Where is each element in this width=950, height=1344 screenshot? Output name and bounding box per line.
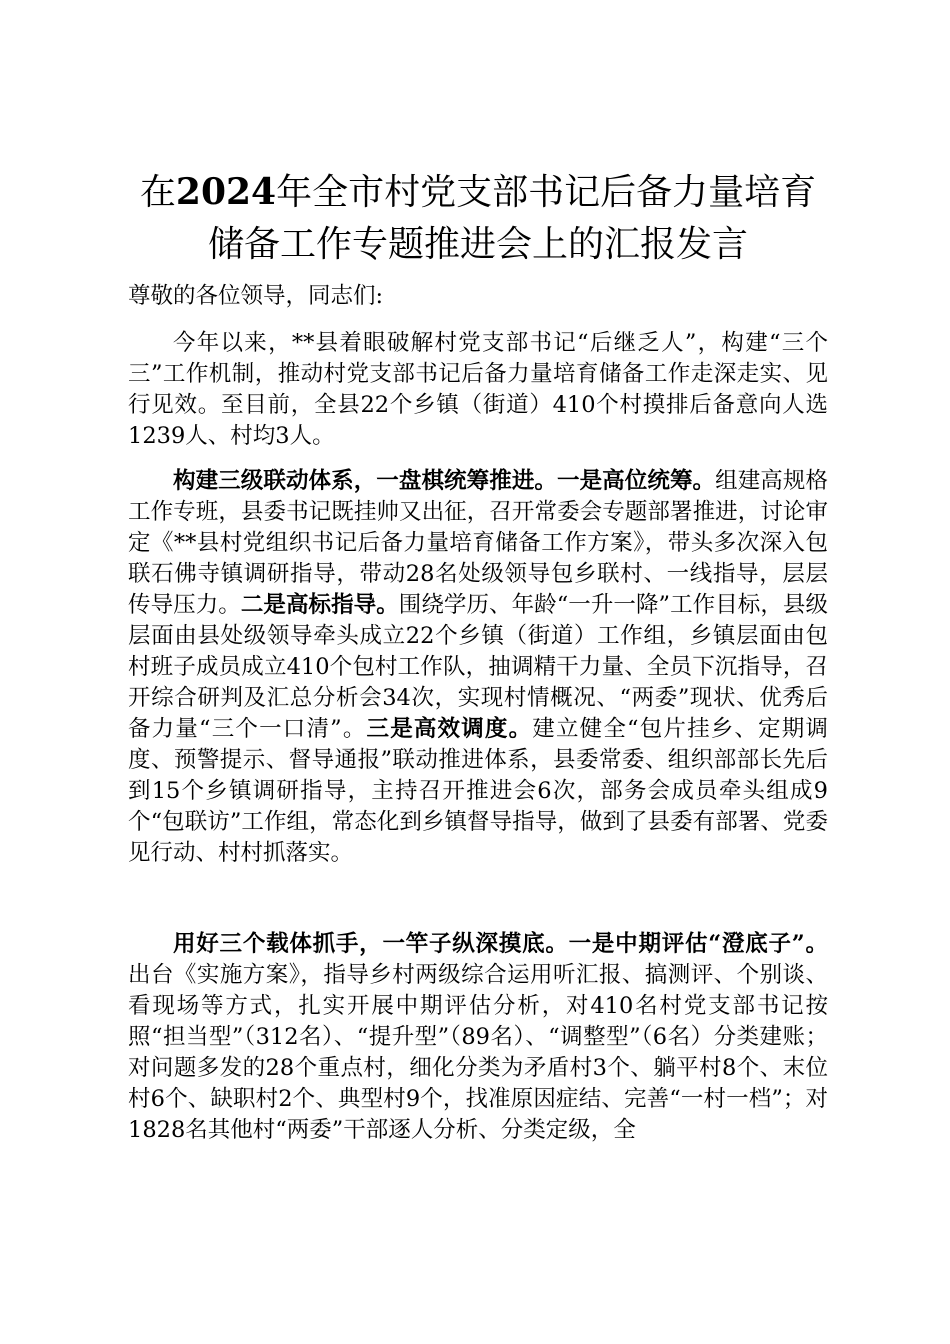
title-prefix: 在 — [139, 172, 176, 213]
subpoint-text-1-1: 组建高规格工作专班，县委书记既挂帅又出征，召开常委会专题部署推进，讨论审定《**县村党组织书记后备力量培育储备工作方案》，带头多次深入包联石佛寺镇调研指导，带动28名处级领导包乡联村、一线指导，层层传导压力。 — [128, 468, 828, 618]
title-rest: 年全市村党支部书记后备力量培育储备工作专题推进会上的汇报发言 — [207, 172, 817, 265]
section-heading-1: 构建三级联动体系，一盘棋统筹推进。 — [173, 468, 557, 494]
subpoint-text-1-3: 建立健全“包片挂乡、定期调度、预警提示、督导通报”联动推进体系，县委常委、组织部部长先后到15个乡镇调研指导，主持召开推进会6次，部务会成员牵头组成9个“包联访”工作组，常态化到乡镇督导指导，做到了县委有部署、党委见行动、村村抓落实。 — [128, 716, 828, 866]
subpoint-label-2-1: 一是中期评估“澄底子”。 — [568, 931, 828, 957]
subpoint-text-1-2: 围绕学历、年龄“一升一降”工作目标，县级层面由县处级领导牵头成立22个乡镇（街道）工作组，乡镇层面由包村班子成员成立410个包村工作队，抽调精干力量、全员下沉指导，召开综合研判及汇总分析会34次，实现村情概况、“两委”现状、优秀后备力量“三个一口清”。 — [128, 592, 828, 742]
intro-paragraph: 今年以来，**县着眼破解村党支部书记“后继乏人”，构建“三个三”工作机制，推动村党支部书记后备力量培育储备工作走深走实、见行见效。至目前，全县22个乡镇（街道）410个村摸排后备意向人选1239人、村均3人。 — [128, 330, 828, 449]
subpoint-label-1-3: 三是高效调度。 — [366, 716, 533, 742]
page-title — [128, 166, 828, 271]
subpoint-label-1-1: 一是高位统筹。 — [557, 468, 716, 494]
subpoint-label-1-2: 二是高标指导。 — [240, 592, 399, 618]
title-year: 2024 — [175, 171, 277, 213]
section-paragraph-1 — [128, 466, 828, 869]
section-paragraph-2 — [128, 929, 828, 1146]
section-heading-2: 用好三个载体抓手，一竿子纵深摸底。 — [173, 931, 569, 957]
subpoint-text-2-1: 出台《实施方案》，指导乡村两级综合运用听汇报、搞测评、个别谈、看现场等方式，扎实开展中期评估分析，对410名村党支部书记按照“担当型”（312名）、“提升型”（89名）、“调整型”（6名）分类建账；对问题多发的28个重点村，细化分类为矛盾村3个、躺平村8个、末位村6个、缺职村2个、典型村9个，找准原因症结、完善“一村一档”；对1828名其他村“两委”干部逐人分析、分类定级，全 — [128, 962, 828, 1143]
salutation: 尊敬的各位领导，同志们: — [128, 283, 384, 309]
